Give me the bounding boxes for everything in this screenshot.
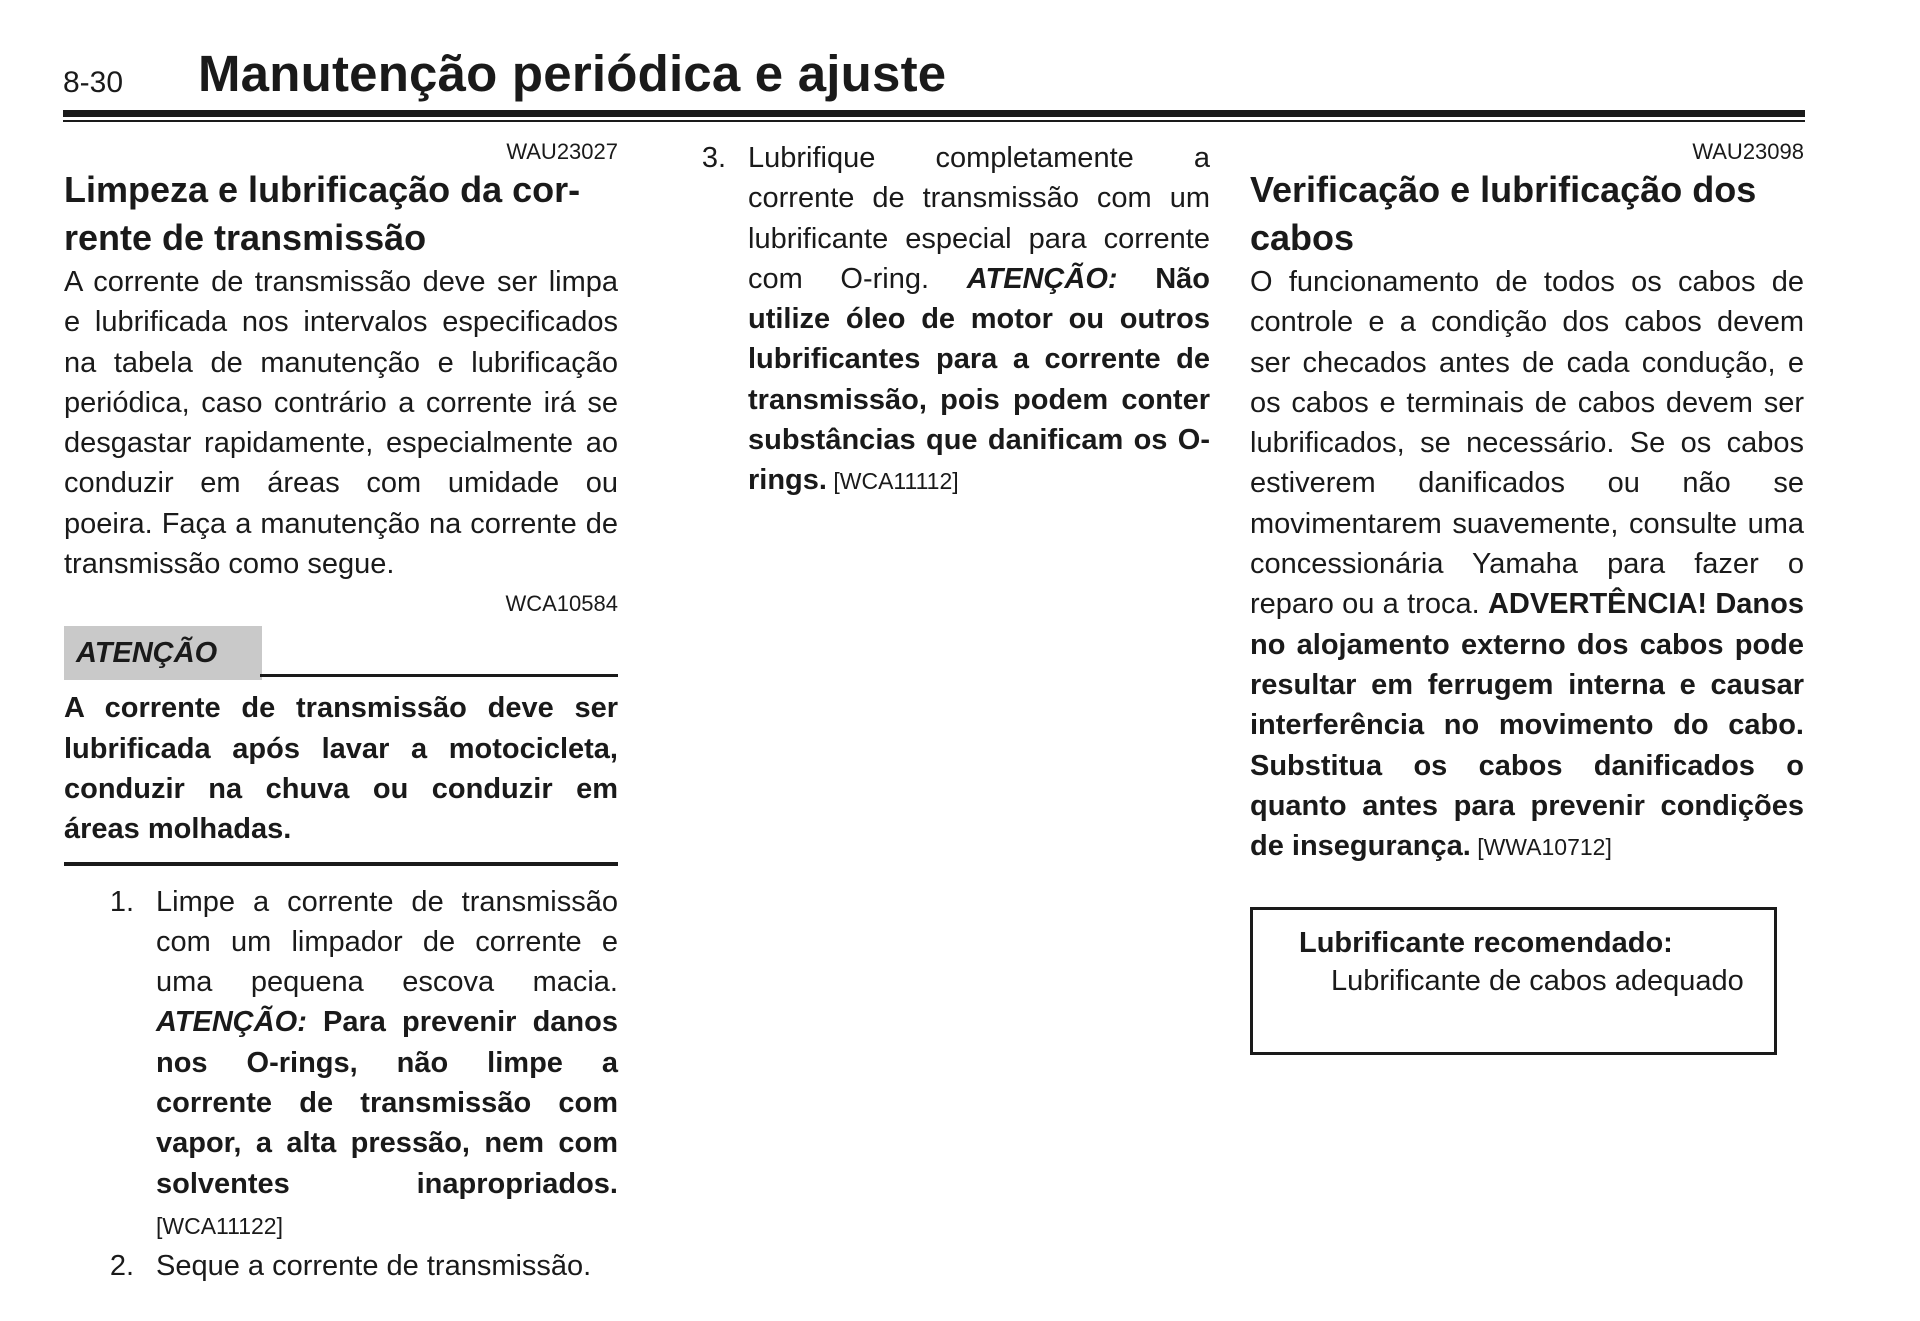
intro-paragraph: A corrente de transmissão deve ser limpa e lubrificada nos intervalos especificados na tabela de manutenção e lubrificação periódica, caso contrário a corrente irá se desgastar rapidamente, especialmente ao conduzir em áreas com umidade ou poeira. Faça a manutenção na corrente de transmissão como segue.	[64, 266, 618, 581]
step-warning: Não utilize óleo de motor ou outros lubrificantes para a corrente de transmissão, pois podem conter substâncias que danificam os O-rings.	[748, 262, 1210, 497]
heading-line-2: cabos	[1250, 217, 1355, 258]
step-text	[156, 882, 618, 1247]
step-number: 2.	[109, 1250, 134, 1283]
notice-text: A corrente de transmissão deve ser lubrificada após lavar a motocicleta, conduzir na chuva ou conduzir em áreas molhadas.	[64, 692, 618, 846]
step-text-plain: Lubrifique completamente a corrente de transmissão com um lubrificante especial para corrente com O-ring.	[748, 142, 1210, 295]
step-number: 1.	[109, 885, 134, 918]
right-column	[1250, 138, 1804, 1055]
notice-code: WCA10584	[505, 591, 618, 617]
heading-line-1: Limpeza e lubrificação da cor-	[64, 169, 581, 210]
steps-list	[696, 138, 1210, 502]
list-item	[64, 882, 618, 1247]
step-warning-label: ATENÇÃO:	[156, 1006, 307, 1039]
lubricant-value: Lubrificante de cabos adequado	[1331, 965, 1744, 998]
section-heading	[64, 166, 618, 262]
step-reference: [WCA11112]	[826, 468, 959, 495]
list-item	[64, 1246, 618, 1286]
cables-reference: [WWA10712]	[1470, 834, 1612, 861]
header-rule-thin	[63, 120, 1805, 122]
heading-line-1: Verificação e lubrificação dos	[1250, 169, 1757, 210]
step-text-plain: Limpe a corrente de transmissão com um limpador de corrente e uma pequena escova macia.	[156, 885, 618, 999]
page-number: 8-30	[63, 66, 124, 99]
step-number: 3.	[701, 142, 726, 174]
lubricant-box	[1250, 907, 1777, 1055]
section-code: WAU23098	[1692, 139, 1804, 164]
step-reference: [WCA11122]	[156, 1212, 283, 1239]
section-code: WAU23027	[506, 139, 618, 164]
notice-header	[64, 626, 618, 680]
step-warning-label: ATENÇÃO:	[966, 262, 1118, 295]
lubricant-heading: Lubrificante recomendado:	[1299, 927, 1673, 960]
cables-warning: ADVERTÊNCIA! Danos no alojamento externo dos cabos pode resultar em ferrugem interna e causar interferência no movimento do cabo. Substitua os cabos danificados o quanto antes para prevenir condições de insegurança.	[1250, 588, 1804, 863]
notice-bottom-rule	[64, 862, 618, 866]
middle-column	[696, 138, 1210, 502]
page-title: Manutenção periódica e ajuste	[198, 45, 947, 102]
left-column	[64, 138, 618, 1287]
notice-rule	[260, 674, 618, 677]
steps-list	[64, 882, 618, 1287]
cables-intro: O funcionamento de todos os cabos de controle e a condição dos cabos devem ser checados antes de cada condução, e os cabos e terminais de cabos devem ser lubrificados, se necessário. Se os cabos estiverem danificados ou não se movimentarem suavemente, consulte uma concessionária Yamaha para fazer o reparo ou a troca.	[1250, 266, 1804, 621]
step-text: Seque a corrente de transmissão.	[156, 1250, 592, 1283]
section-heading	[1250, 166, 1804, 262]
heading-line-2: rente de transmissão	[64, 217, 427, 258]
list-item	[696, 138, 1210, 502]
step-warning: Para prevenir danos nos O-rings, não limpe a corrente de transmissão com vapor, a alta pressão, nem com solventes inapropriados.	[156, 1006, 618, 1200]
step-text	[748, 138, 1210, 502]
cables-paragraph	[1250, 262, 1804, 867]
header-rule-thick	[63, 110, 1805, 117]
notice-label: ATENÇÃO	[64, 626, 262, 680]
